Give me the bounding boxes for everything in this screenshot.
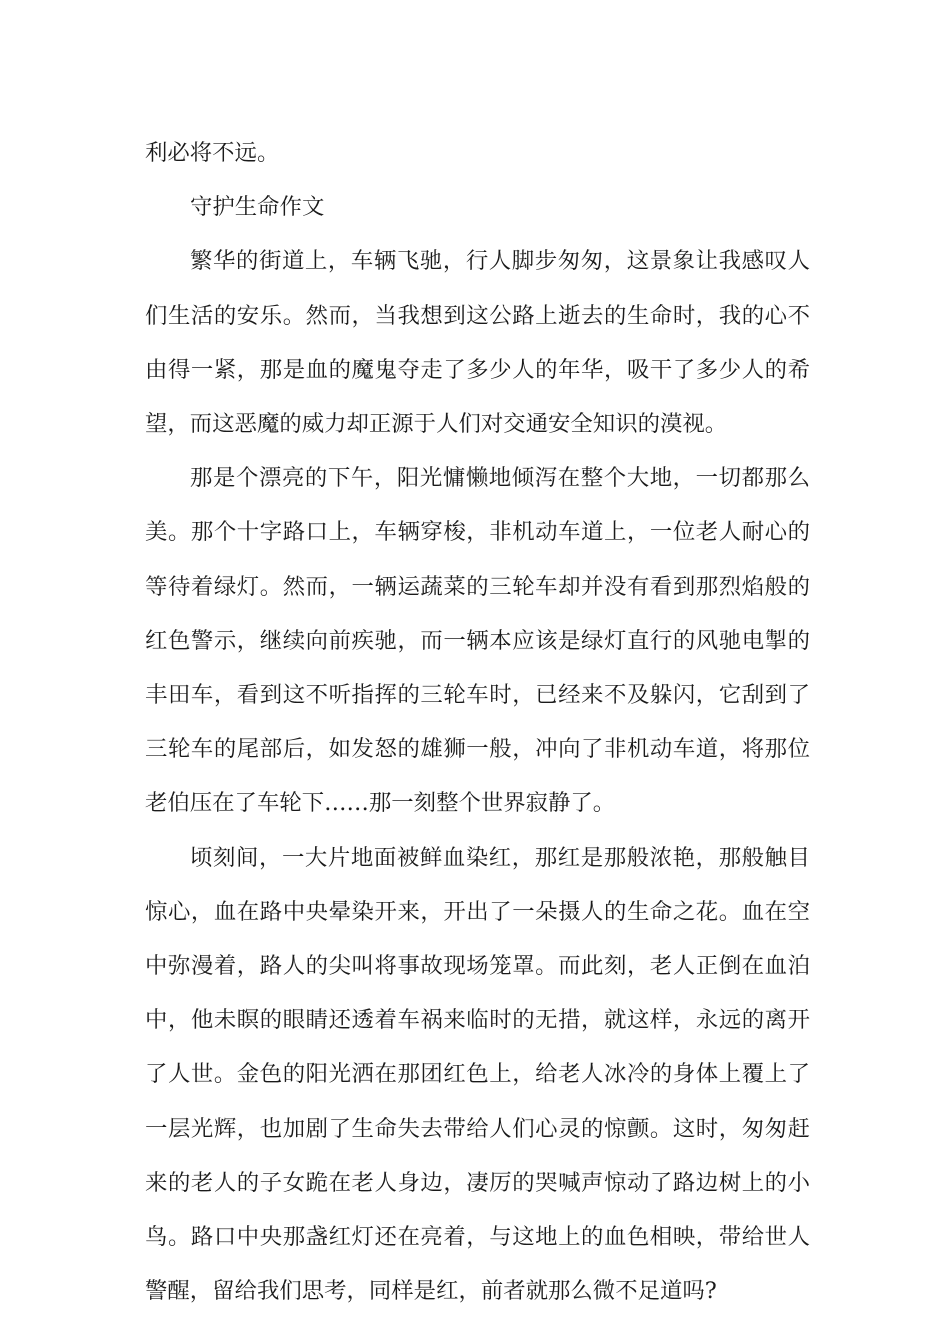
paragraph-continuation: 利必将不远。 [145,140,280,166]
document-body [145,126,810,1318]
essay-title: 守护生命作文 [190,194,325,221]
paragraph: 那是个漂亮的下午，阳光慵懒地倾泻在整个大地，一切都那么美。那个十字路口上，车辆穿梭，非机动车道上，一位老人耐心的等待着绿灯。然而，一辆运蔬菜的三轮车却并没有看到那烈焰般的红色警示，继续向前疾驰，而一辆本应该是绿灯直行的风驰电掣的丰田车，看到这不听指挥的三轮车时，已经来不及躲闪，它刮到了三轮车的尾部后，如发怒的雄狮一般，冲向了非机动车道，将那位老伯压在了车轮下……那一刻整个世界寂静了。 [145,465,810,817]
paragraph: 顷刻间，一大片地面被鲜血染红，那红是那般浓艳，那般触目惊心，血在路中央晕染开来，开出了一朵摄人的生命之花。血在空中弥漫着，路人的尖叫将事故现场笼罩。而此刻，老人正倒在血泊中，他未瞑的眼睛还透着车祸来临时的无措，就这样，永远的离开了人世。金色的阳光洒在那团红色上，给老人冰冷的身体上覆上了一层光辉，也加剧了生命失去带给人们心灵的惊颤。这时，匆匆赶来的老人的子女跪在老人身边，凄厉的哭喊声惊动了路边树上的小鸟。路口中央那盏红灯还在亮着，与这地上的血色相映，带给世人警醒，留给我们思考，同样是红，前者就那么微不足道吗? [145,844,810,1305]
paragraph: 繁华的街道上，车辆飞驰，行人脚步匆匆，这景象让我感叹人们生活的安乐。然而，当我想到这公路上逝去的生命时，我的心不由得一紧，那是血的魔鬼夺走了多少人的年华，吸干了多少人的希望，而这恶魔的威力却正源于人们对交通安全知识的漠视。 [145,248,810,438]
